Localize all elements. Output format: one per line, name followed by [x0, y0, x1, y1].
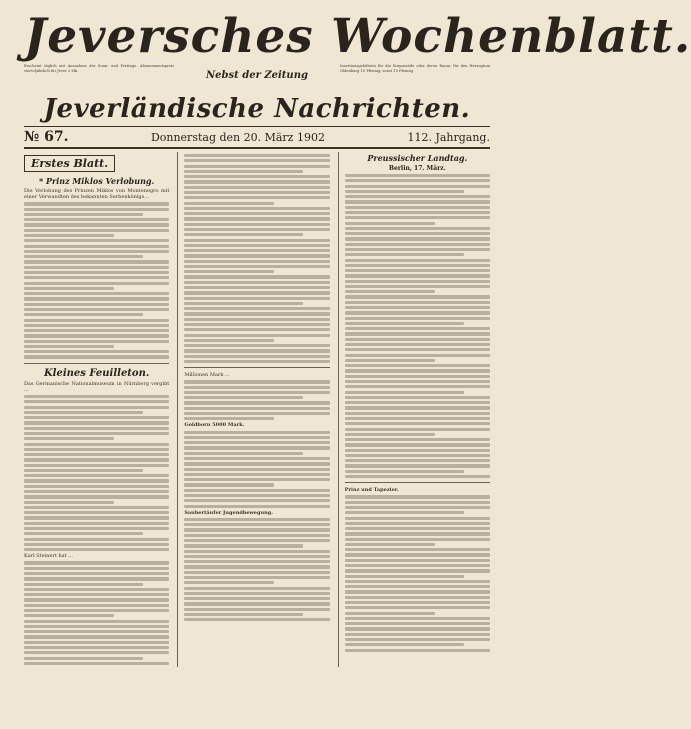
- column-1: [24, 152, 169, 667]
- text-lines: [184, 431, 329, 508]
- subhead-left: Erscheint täglich mit Ausnahme der Sonn- und Festtage. Abonnementspreis vierteljährlich für Jever 2 Mk.: [24, 64, 174, 73]
- dateline: [24, 127, 490, 149]
- article-headline: Preussischer Landtag.: [367, 153, 468, 163]
- column-3: [338, 152, 490, 667]
- article-headline: Saubertäufer Jugendbewegung.: [184, 509, 273, 516]
- masthead-title: Jeversches Wochenblatt.: [24, 9, 691, 64]
- issue-date: Donnerstag den 20. März 1902: [150, 130, 325, 144]
- article-text: Das Germanische Nationalmuseum in Nürnberg vergibt ...: [24, 380, 170, 393]
- text-lines: [24, 395, 169, 551]
- text-lines: [184, 154, 329, 363]
- subtitle: Jeverländische Nachrichten.: [24, 94, 490, 127]
- section-title: Erstes Blatt.: [24, 155, 115, 172]
- text-lines: [184, 518, 329, 622]
- issue-year: 112. Jahrgang.: [407, 130, 490, 144]
- article-headline: * Prinz Miklos Verlobung.: [39, 176, 155, 186]
- columns: [24, 152, 490, 667]
- text-lines: [345, 174, 490, 478]
- text-lines: [24, 561, 169, 665]
- column-2: [177, 152, 329, 667]
- subhead-row: [24, 64, 490, 94]
- text-lines: [345, 495, 490, 651]
- subhead-right: Insertionsgebühren für die Korpuszeile oder deren Raum: für den Herzogtum Oldenburg 10 Pfennig, sonst 15 Pfennig.: [339, 64, 490, 73]
- feuilleton-headline: Kleines Feuilleton.: [43, 367, 150, 379]
- article-dateline: Berlin, 17. März.: [388, 165, 446, 172]
- issue-number: № 67.: [24, 129, 69, 145]
- article-text: Millionen Mark ...: [184, 372, 230, 379]
- article-text: Die Verlobung des Prinzen Miklos von Montenegro mit einer Verwandten des bekannten Serbenkönigs...: [24, 188, 170, 201]
- article-headline: Goldborn 5000 Mark.: [184, 422, 245, 429]
- text-lines: [24, 202, 169, 358]
- subhead-middle: Nebst der Zeitung: [206, 70, 308, 81]
- article-text: Karl Steinert hat ...: [24, 553, 74, 560]
- text-lines: [184, 380, 329, 420]
- article-headline: Prinz und Tapezier.: [344, 487, 399, 494]
